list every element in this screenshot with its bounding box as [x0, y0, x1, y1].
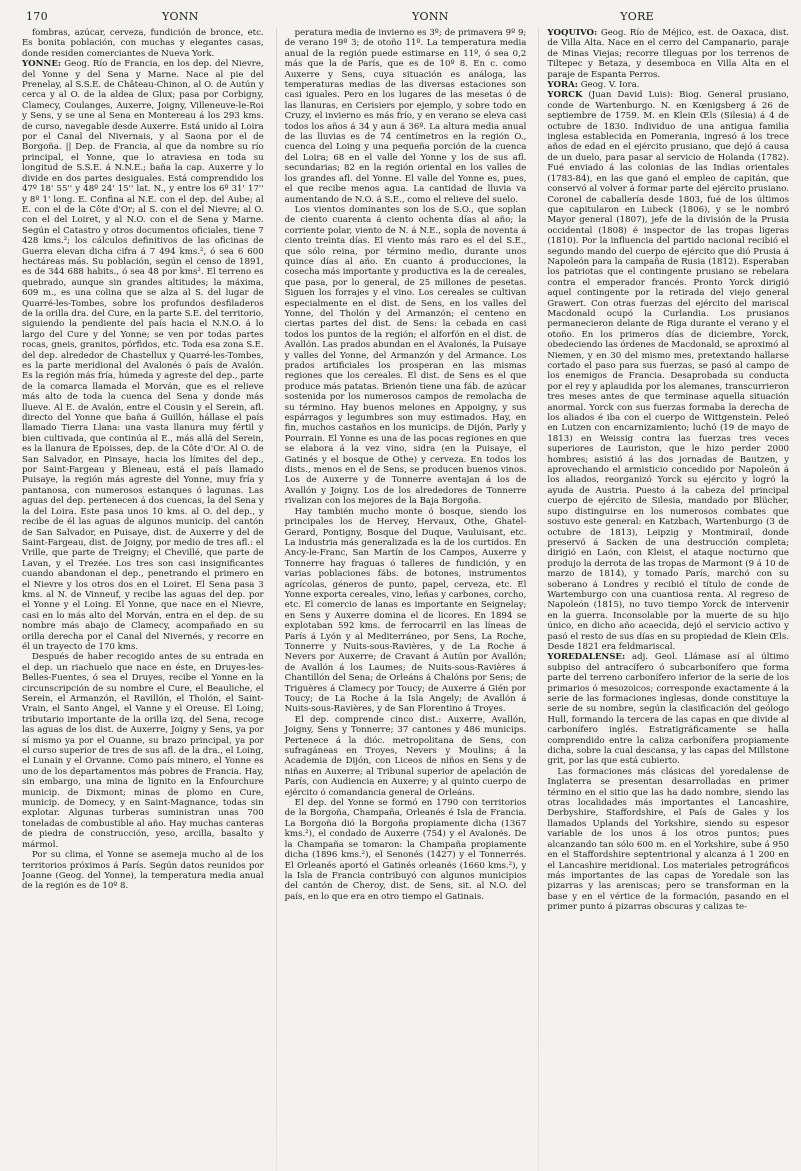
entry-headword: YOQUIVO:	[547, 28, 598, 38]
column-middle	[276, 28, 527, 1171]
paragraph	[547, 90, 789, 652]
paragraph	[547, 80, 789, 90]
header-left-word: YONN	[162, 10, 199, 23]
page-number: 170	[26, 10, 48, 23]
paragraph	[285, 28, 527, 205]
paragraph	[547, 767, 789, 913]
entry-text: Los vientos dominantes son los de S.O., que soplan de ciento cuarenta á ciento ochenta días al año; la corriente polar, viento de N. á N.E., sopla de noventa á ciento treinta días. El viento más raro es el del S.E., que sólo reina, por término medio, durante unos quince días al año. En cuanto á producciones, la cosecha más importante y productiva es la de cereales, que pasa, por lo general, de 25 millones de pesetas. Siguen los forrajes y el vino. Los cereales se cultivan especialmente en el dist. de Sens, en los valles del Yonne, del Tholón y del Armanzón; el centeno en ciertas partes del dist. de Sens: la cebada en casi todos los puntos de la región; el alforfón en el dist. de Avallón. Las prados abundan en el Avalonés, la Puisaye y valles del Yonne, del Armanzón y del Armance. Los prados artificiales los prosperan en las mismas regiones que los cereales. El dist. de Sens es el que produce más patatas. Brienón tiene una fáb. de azúcar sostenida por los numerosos campos de remolacha de su término. Hay buenos melones en Appoigny, y sus espárragos y legumbres son muy estimados. Hay, en fin, muchos castaños en los municips. de Dijón, Parly y Pourrain. El Yonne es una de las pocas regiones en que se elabora á la vez vino, sidra (en la Puisaye, el Gatinés y el bosque de Othe) y cerveza. En todos los dists., menos en el de Sens, se producen buenos vinos. Los de Auxerre y de Tonnerre aventajan á los de Avallón y Joigny. Los de los alrededores de Tonnerre rivalizan con los mejores de la Baja Borgoña.	[284, 204, 527, 507]
entry-text: Después de haber recogido antes de su entrada en el dep. un riachuelo que nace en éste, en Druyes-les-Belles-Fuentes, ó sea el Druyes, recibe el Yonne en la circunscripción de su nombre el Cure, el Beauliche, el Serein, el Armanzón, el Ravillón, el Tholón, el Saint-Vrain, el Santo Angel, el Vanne y el Oreuse. El Loing, tributario importante de la orilla izq. del Sena, recoge las aguas de los dist. de Auxerre, Joigny y Sens, ya por sí mismo ya por el Ouanne, su brazo principal, ya por el curso superior de tres de sus afl. de la dra., el Loing, el Lunain y el Orvanne. Como país minero, el Yonne es uno de los departamentos más pobres de Francia. Hay, sin embargo, una mina de lignito en la Enfourchure municip. de Dixmont; minas de plomo en Cure, municip. de Domecy, y en Saint-Magnance, todas sin explotar. Algunas turberas suministran unas 700 toneladas de combustible al año. Hay muchas canteras de piedra de construcción, yeso, arcilla, basalto y mármol.	[22, 652, 264, 850]
entry-text: Hay también mucho monte ó bosque, siendo los principales los de Hervey, Hervaux, Othe, Ghatel-Gerard, Pontigny, Bosque del Duque, Vauluisant, etc. La industria más generalizada es la de los curtidos. En Ancy-le-Franc, San Martín de los Campos, Auxerre y Tonnerre hay fraguas ó talleres de fundición, y en varias poblaciones fábs. de botones, instrumentos agrícolas, géneros de punto, papel, cerveza, etc. El Yonne exporta cereales, vino, leñas y carbones, corcho, etc. El comercio de lanas es importante en Seignelay; en Sens y Auxerre domina el de licores. En 1894 se explotaban 592 kms. de ferrocarril en las líneas de París á Lyón y al Mediterráneo, por Sens, La Roche, Tonnerre y Nuits-sous-Ravières, y de La Roche á Nevers por Auxerre; de Cravant á Autún por Avallón; de Avallón á los Laumes; de Nuits-sous-Ravières á Chantillón del Sena; de Orleáns á Chalóns por Sens; de Triguères á Clamecy por Toucy; de Auxerre á Gién por Toucy; de La Roche á la Isla Angely; de Avallón á Nuits-sous-Ravières, y de San Florentino á Troyes.	[284, 506, 527, 715]
entry-text: (Juan David Luis): Biog. General prusiano, conde de Wartenburgo. N. en Kœnigsberg á 26 de septiembre de 1759. M. en Klein Œls (Silesia) á 4 de octubre de 1830. Individuo de una antigua familia inglesa establecida en Pomerania, ingresó á los trece años de edad en el ejército prusiano, que dejó á causa de un duelo, para pasar al servicio de Holanda (1782). Fué enviado á las colonias de las Indias orientales (1783-84), en las que ganó el empleo de capitán, que conservó al volver á formar parte del ejército prusiano. Coronel de caballería desde 1803, fué de los últimos que capitularon en Lubeck (1806), y se le nombró Mayor general (1807), jefe de la división de la Prusia occidental (1808) é inspector de las tropas ligeras (1810). Por la influencia del partido nacional recibió el segundo mando del cuerpo de ejército que dió Prusia á Napoleón para la campaña de Rusia (1812). Esperaban los patriotas que el contingente prusiano se rebelara contra el emperador francés. Pronto Yorck dirigió aquel contingente por la retirada del viejo general Grawert. Con otras fuerzas del ejército del mariscal Macdonald ocupó la Curlandia. Los prusianos permanecieron delante de Riga durante el verano y el otoño. En los primeros días de diciembre, Yorck, obedeciendo las órdenes de Macdonald, se aproximó al Niemen, y en 30 del mismo mes, pretextando hallarse cortado el paso para sus fuerzas, se pasó al campo de los enemigos de Francia. Desaprobada su conducta por el rey y aplaudida por los alemanes, transcurrieron tres meses antes de que terminase aquella situación anormal. Yorck con sus fuerzas formaba la derecha de los aliados é iba con el cuerpo de Wittgenstein. Peleó en Lutzen con encarnizamiento; luchó (19 de mayo de 1813) en Weissig contra las fuerzas tres veces superiores de Lauriston, que le hizo perder 2000 hombres; asistió á las dos jornadas de Bautzen, y aprovechando el armisticio concedido por Napoleón á los aliados, reorganizó Yorck su ejército y logró la ayuda de Austria. Puesto á la cabeza del principal cuerpo de ejército de Silesia, mandado por Blücher, supo distinguirse en los numerosos combates que sostuvo este general: en Katzbach, Wartenburgo (3 de octubre de 1813), Leipzig y Montmirail, donde preservó á Sacken de una destrucción completa; dirigió en Laón, con Kleist, el ataque nocturno que produjo la derrota de las tropas de Marmont (9 á 10 de marzo de 1814), y tomado París, marchó con su soberano á Londres y recibió el título de conde de Wartemburgo con una cuantiosa renta. Al regreso de Napoleón (1815), no tuvo tiempo Yorck de intervenir en la guerra. Inconsolable por la muerte de su hijo único, en dicho año acaecida, dejó el servicio activo y pasó el resto de sus días en su propiedad de Klein Œls. Desde 1821 era feldmariscal.	[547, 90, 789, 652]
paragraph	[285, 715, 527, 798]
header-center-word: YONN	[412, 10, 449, 23]
entry-text: peratura media de invierno es 3º; de primavera 9º 9; de verano 19º 3; de otoño 11º. La temperatura media anual de la región puede estimarse en 11º, ó sea 0,2 más que la de París, que es de 10º 8. En c. como Auxerre y Sens, cuya situación es análoga, las temperaturas medias de las diversas estaciones son casi iguales. Pero en los lugares de las mesetas ó de las llanuras, en Cerisiers por ejemplo, y sobre todo en Cruzy, el invierno es más frío, y en verano se eleva casi todos los años á 34 y aun á 36º. La altura media anual de las lluvias es de 74 centímetros en la región O., cuenca del Loing y una pequeña porción de la cuenca del Loira; 68 en el valle del Yonne y los de sus afl. secundarias; 82 en la región oriental en los valles de los grandes afl. del Yonne. El valle del Yonne es, pues, el que recibe menos agua. La cantidad de lluvia va aumentando de N.O. á S.E., como el relieve del suelo.	[284, 28, 527, 205]
paragraph	[285, 798, 527, 902]
entry-text: El dep. comprende cinco dist.: Auxerre, Avallón, Joigny, Sens y Tonnerre; 37 cantones y 486 municips. Pertenece á la dióc. metropolitana de Sens, con sufragáneas en Troyes, Nevers y Moulins; á la Academia de Dijón, con Liceos de niños en Sens y de niñas en Auxerre; al Tribunal superior de apelación de París, con Audiencia en Auxerre; y al quinto cuerpo de ejército ó comandancia general de Orleáns.	[284, 714, 527, 798]
running-header	[22, 10, 779, 28]
entry-text: Geog. Río de Méjico, est. de Oaxaca, dist. de Villa Alta. Nace en el cerro del Campanario, paraje de Minas Viejas; recorre tlleguas por los terrenos de Tiltepec y Betaza, y desemboca en Villa Alta en el paraje de Espanta Perros.	[547, 28, 789, 80]
entry-text: Las formaciones más clásicas del yoredalense de Inglaterra se presentan desarrolladas en primer término en el sitio que las ha dado nombre, siendo las otras localidades más importantes el Lancashire, Derbyshire, Staffordshire, el País de Gales y los llamados Uplands del Yorkshire, siendo su espesor variable de los unos á los otros puntos; pues alcanzando tan sólo 600 m. en el Yorkshire, sube á 950 en el Staffordshire septentrional y alcanza á 1 200 en el Lancashire meridional. Los materiales petrográficos más importantes de las capas de Yoredale son las pizarras y las areniscas; pero se transforman en la base y en el vértice de la formación, pasando en el primer punto á pizarras obscuras y calizas te-	[547, 766, 789, 913]
text-columns	[22, 28, 789, 1171]
paragraph	[22, 59, 264, 652]
header-right-word: YORE	[620, 10, 654, 23]
entry-text: Geog. V. Iora.	[580, 80, 640, 91]
entry-text: Geog. Río de Francia, en los dep. del Nievre, del Yonne y del Sena y Marne. Nace al pie del Prenelay, al S.S.E. de Château-Chinon, al O. de Autún y cerca y al O. de la aldea de Glux; pasa por Corbigny, Clamecy, Coulanges, Auxerre, Joigny, Villeneuve-le-Roi y Sens, y se une al Sena en Montereau á los 293 kms. de curso, navegable desde Auxerre. Está unido al Loira por el Canal del Nivernais, y al Saona por el de Borgoña. || Dep. de Francia, al que da nombre su río principal, el Yonne, que lo atraviesa en toda su longitud de S.S.E. á N.N.E.; baña la cap. Auxerre y lo divide en dos partes desiguales. Está comprendido los 47º 18' 55'' y 48º 24' 15'' lat. N., y entre los 6º 31' 17'' y 8º 1' long. E. Confina al N.E. con el dep. del Aube; al E. con el de la Côte d'Or; al S. con el del Nievre; al O. con el del Loiret, y al N.O. con el de Sena y Marne. Según el Catastro y otros documentos oficiales, tiene 7 428 kms.²; los cálculos definitivos de las oficinas de Guerra elevan dicha cifra á 7 494 kms.², ó sea 6 600 hectáreas más. Su población, según el censo de 1891, es de 344 688 habits., ó sea 48 por kms². El terreno es quebrado, aunque sin grandes altitudes; la máxima, 609 m., es una colina que se alza al S. del lugar de Quarré-les-Tombes, sobre los profundos desfiladeros de la orilla dra. del Cure, en la parte S.E. del territorio, siguiendo la pendiente del país hacia el N.N.O. á lo largo del Cure y del Yonne; se ven por todas partes rocas, gneis, granitos, pórfidos, etc. Toda esa zona S.E. del dep. alrededor de Chastellux y Quarré-les-Tombes, es la parte meridional del Avalonés ó país de Avalón. Es la región más fría, húmeda y agreste del dep., parte de la comarca llamada el Morván, que es el relieve más alto de toda la cuenca del Sena y donde más llueve. Al E. de Avalón, entre el Cousin y el Serein, afl. directo del Yonne que baña á Guillón, hállase el país llamado Tierra Llana: una vasta llanura muy fértil y bien cultivada, que continúa al E., más allá del Serein, es la llanura de Epoisses, dep. de la Côte d'Or. Al O. de San Salvador, en Pinsaye, hacia los límites del dep., por Saint-Fargeau y Bleneau, está el país llamado Puisaye, la región más agreste del Yonne, muy fría y pantanosa, con numerosos estanques ó lagunas. Las aguas del dep. pertenecen á dos cuencas, la del Sena y la del Loira. Este pasa unos 10 kms. al O. del dep., y recibe de él las aguas de algunos municip. del cantón de San Salvador, en Puisaye, dist. de Auxerre y del de Saint-Fargeau, dist. de Joigny, por medio de tres afl.: el Vrille, que parte de Treigny; el Chevillé, que parte de Lavan, y el Trezée. Los tres son casi insignificantes cuando abandonan el dep., penetrando el primero en el Nievre y los otros dos en el Loiret. El Sena pasa 3 kms. al N. de Vinneuf, y recibe las aguas del dep. por el Yonne y el Loing. El Yonne, que nace en el Nievre, casi en lo más alto del Morván, entra en el dep. de su nombre más abajo de Clamecy, acompañado en su orilla derecha por el Canal del Nivernés, y recorre en él un trayecto de 170 kms.	[22, 59, 264, 652]
paragraph	[22, 28, 264, 59]
entry-headword: YORCK	[547, 90, 583, 101]
entry-text: Por su clima, el Yonne se asemeja mucho al de los territorios próximos á París. Según datos reunidos por Joanne (Geog. del Yonne), la temperatura media anual de la región es de 10º 8.	[22, 850, 264, 892]
paragraph	[285, 205, 527, 507]
paragraph	[22, 652, 264, 850]
paragraph	[547, 652, 789, 766]
entry-headword: YORA:	[547, 80, 578, 91]
paragraph	[547, 28, 789, 80]
entry-text: fombras, azúcar, cerveza, fundición de bronce, etc. Es bonita población, con muchas y elegantes casas, donde residen comerciantes de Nueva York.	[22, 28, 264, 59]
entry-text: El dep. del Yonne se formó en 1790 con territorios de la Borgoña, Champaña, Orleanés é Isla de Francia. La Borgoña dió la Borgoña propiamente dicha (1367 kms.²), el condado de Auxerre (754) y el Avalonés. De la Champaña se tomaron: la Champaña propiamente dicha (1896 kms.²), el Senonés (1427) y el Tonnerrés. El Orleanés aportó el Gatinés orleanés (1660 kms.²), y la Isla de Francia contribuyó con algunos municipios del cantón de Cheroy, dist. de Sens, sit. al N.O. del país, en lo que era en otro tiempo el Gatinais.	[284, 798, 527, 902]
entry-text: adj. Geol. Llámase así al último subpiso del antracífero ó subcarbonífero que forma parte del terreno carbonífero inferior de la serie de los primarios ó mesozoicos; corresponde exactamente á la serie de las formaciones inglesas, donde constituye la serie de su nombre, según la clasificación del geólogo Hull, formando la tercera de las capas en que divide al carbonífero inglés. Estratigráficamente se halla comprendido entre la caliza carbonífera propiamente dicha, sobre la cual descansa, y las capas del Millstone grit, por las que está cubierto.	[547, 652, 789, 767]
column-left	[22, 28, 264, 1171]
entry-headword: YONNE:	[22, 59, 62, 70]
paragraph	[22, 850, 264, 892]
column-right	[538, 28, 789, 1171]
entry-headword: YOREDALENSE:	[547, 652, 626, 663]
paragraph	[285, 507, 527, 715]
